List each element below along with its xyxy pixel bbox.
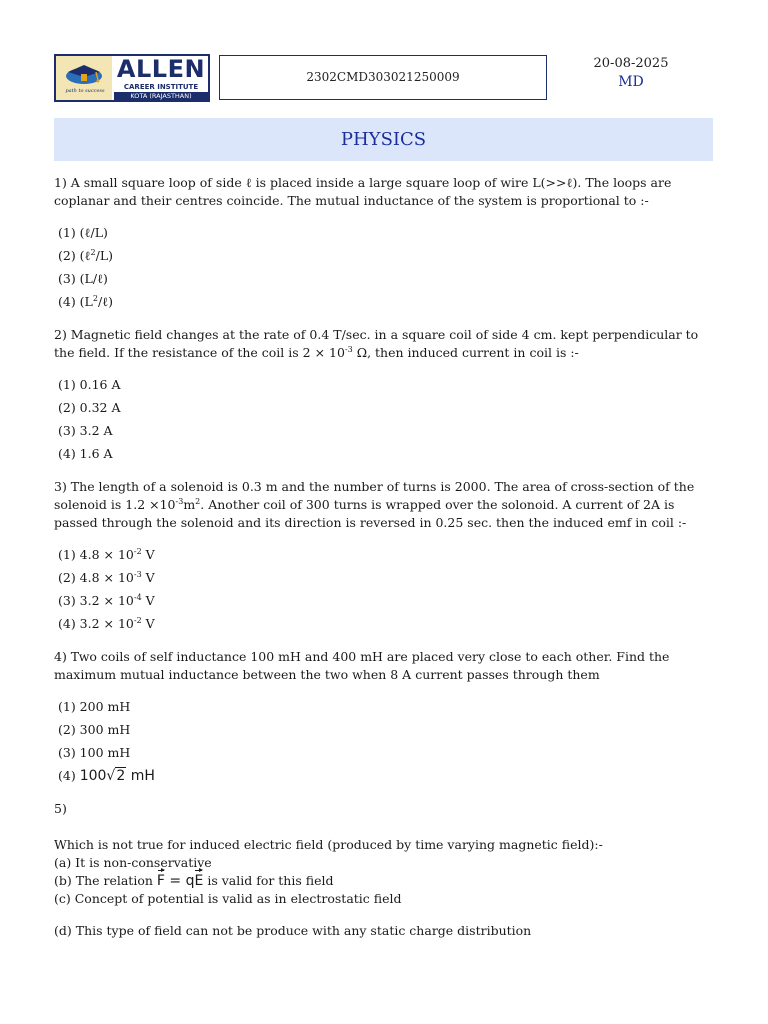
stream-label: MD [618,74,644,90]
exponent: -3 [344,345,353,354]
statement-d: (d) This type of field can not be produce with any static charge distribution [54,923,532,938]
option-text: (1) 4.8 × 10 [58,547,134,562]
stem-line: maximum mutual inductance between the two when 8 A current passes through them [54,667,600,682]
stem-text: m [183,497,196,512]
stem-line: 2) Magnetic field changes at the rate of 0.4 T/sec. in a square coil of side 4 cm. kept perpendicular to [54,327,699,342]
options-list [54,698,716,785]
statement-a: (a) It is non-conservative [54,855,212,870]
option-text: (2) (ℓ [58,248,91,263]
stem-line: 3) The length of a solenoid is 0.3 m and the number of turns is 2000. The area of cross-section of the [54,479,695,494]
question-stem [54,326,716,362]
option-text: (4) [58,768,80,783]
statement-b [54,872,716,890]
question-4 [54,648,716,785]
option-text: (1) (ℓ/L) [58,225,108,240]
stem-text: the field. If the resistance of the coil is 2 × 10 [54,345,345,360]
graduation-cap-icon [62,60,106,86]
question-stem [54,648,716,684]
allen-logo [54,54,210,102]
exponent: 2 [92,294,98,303]
exponent: 2 [90,248,96,257]
option-4[interactable]: (4) 1.6 A [58,446,113,461]
exam-date: 20-08-2025 [593,56,669,71]
option-1[interactable] [58,224,716,242]
option-text: (3) 3.2 × 10 [58,593,134,608]
exponent: -2 [133,616,142,625]
option-3[interactable] [58,270,716,288]
stem-text: solenoid is 1.2 ×10 [54,497,176,512]
option-text: (3) (L/ℓ) [58,271,108,286]
stem-text: . Another coil of 300 turns is wrapped over the solonoid. A current of 2A is [200,497,675,512]
question-stem [54,478,716,532]
option-2[interactable]: (2) 300 mH [58,722,131,737]
option-1[interactable] [58,546,716,564]
unit: mH [126,768,155,784]
statement-text: (b) The relation [54,873,157,888]
logo-city: KOTA (RAJASTHAN) [114,92,208,100]
option-4[interactable] [58,293,716,311]
options-list [54,376,716,463]
question-2 [54,326,716,463]
math-expression [157,873,203,889]
question-3 [54,478,716,633]
option-text: /L) [95,248,114,263]
stem-line: coplanar and their centres coincide. The mutual inductance of the system is proportional to :- [54,193,649,208]
logo-subtitle: CAREER INSTITUTE [123,83,199,91]
statement-c: (c) Concept of potential is valid as in electrostatic field [54,891,402,906]
subject-title: PHYSICS [54,118,713,161]
option-3[interactable]: (3) 100 mH [58,745,131,760]
option-text: V [141,570,155,585]
exponent: -4 [133,593,142,602]
exponent: 2 [195,497,201,506]
exponent: -3 [133,570,142,579]
math-expression [80,768,155,784]
stem-line: passed through the solenoid and its direction is reversed in 0.25 sec. then the induced emf in coil :- [54,515,687,530]
option-text: V [141,616,155,631]
radicand: 2 [116,768,126,784]
option-text: (2) 4.8 × 10 [58,570,134,585]
option-4[interactable] [58,615,716,633]
exponent: -2 [133,547,142,556]
logo-tagline: path to success [65,88,105,94]
question-number: 5) [54,801,67,816]
option-3[interactable]: (3) 3.2 A [58,423,113,438]
stem-line: 1) A small square loop of side ℓ is placed inside a large square loop of wire L(>>ℓ). The loops are [54,175,672,190]
math-operator: = q [164,873,195,889]
option-3[interactable] [58,592,716,610]
exponent: -3 [175,497,184,506]
option-1[interactable]: (1) 0.16 A [58,377,121,392]
sqrt-symbol: √2 [106,768,126,784]
stem-line: 4) Two coils of self inductance 100 mH and 400 mH are placed very close to each other. Find the [54,649,670,664]
question-1 [54,174,716,311]
option-2[interactable] [58,247,716,265]
vector-f: F [156,873,165,889]
logo-name: ALLEN [116,55,206,83]
question-list [54,174,716,955]
option-text: (4) 3.2 × 10 [58,616,134,631]
option-1[interactable]: (1) 200 mH [58,699,131,714]
option-2[interactable]: (2) 0.32 A [58,400,121,415]
question-stem: Which is not true for induced electric field (produced by time varying magnetic field):- [54,837,603,852]
stem-text: Ω, then induced current in coil is :- [352,345,579,360]
question-5 [54,800,716,940]
paper-code: 2302CMD303021250009 [219,55,547,100]
option-4[interactable] [58,767,716,785]
vector-e: E [194,873,204,889]
option-text: V [141,593,155,608]
option-text: (4) (L [58,294,93,309]
options-list [54,224,716,311]
statement-text: is valid for this field [203,873,334,888]
question-stem [54,174,716,210]
option-text: /ℓ) [97,294,114,309]
logo-emblem-panel [56,56,112,100]
option-2[interactable] [58,569,716,587]
options-list [54,546,716,633]
header [54,54,714,106]
option-text: V [141,547,155,562]
coefficient: 100 [79,768,107,784]
